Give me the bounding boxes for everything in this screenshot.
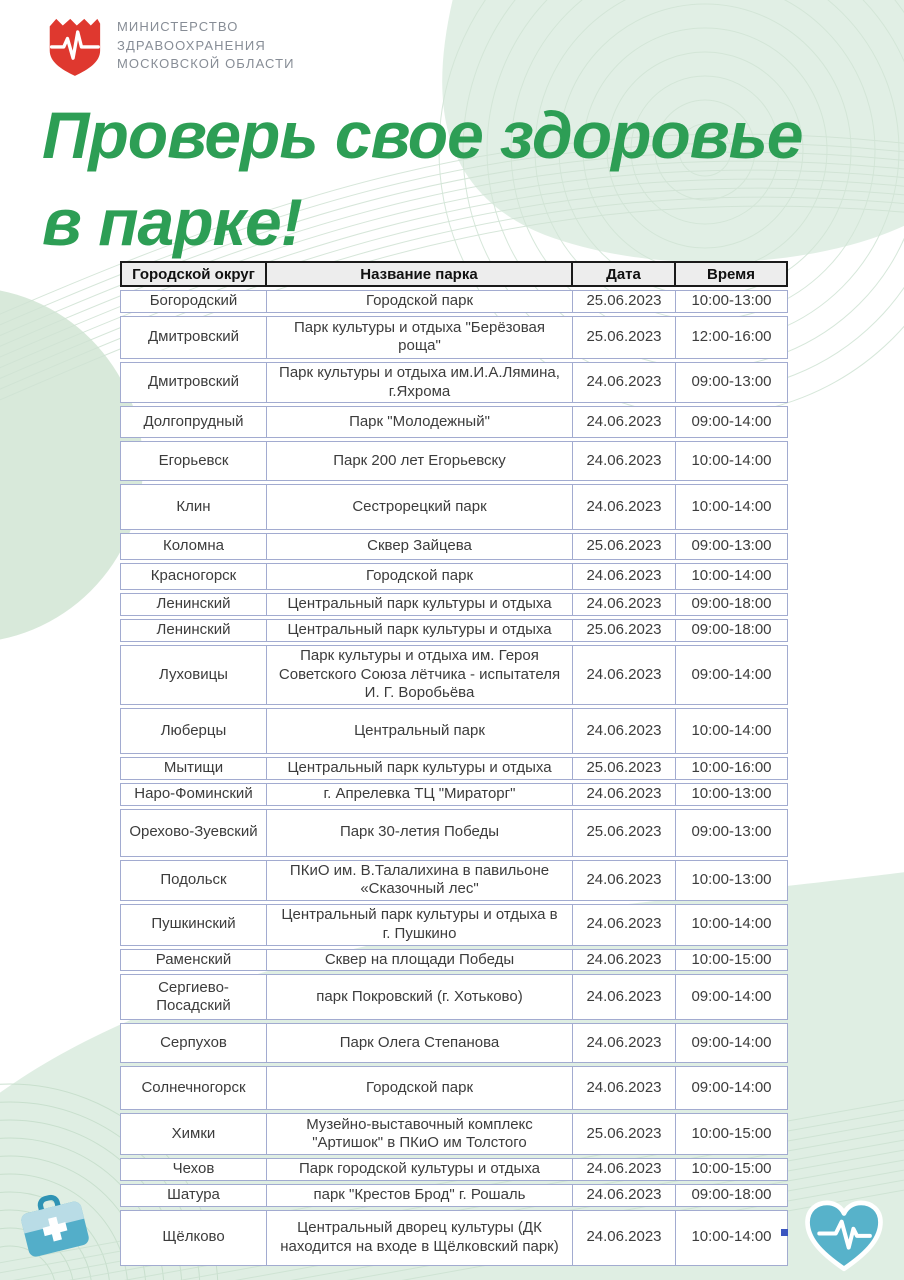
ministry-name-line1: МИНИСТЕРСТВО (117, 18, 239, 34)
date-cell: 24.06.2023 (573, 484, 676, 530)
table-row (120, 974, 788, 1020)
table-row (120, 1113, 788, 1155)
district-cell: Ленинский (120, 619, 267, 642)
table-header-row (120, 261, 788, 287)
time-cell: 09:00-13:00 (676, 362, 788, 404)
time-cell: 10:00-14:00 (676, 904, 788, 946)
park-name-cell: парк Покровский (г. Хотьково) (267, 974, 573, 1020)
date-cell: 24.06.2023 (573, 563, 676, 590)
time-cell: 10:00-15:00 (676, 949, 788, 972)
table-row (120, 949, 788, 972)
table-row (120, 619, 788, 642)
district-cell: Коломна (120, 533, 267, 560)
park-name-cell: Парк городской культуры и отдыха (267, 1158, 573, 1181)
date-cell: 24.06.2023 (573, 1158, 676, 1181)
ministry-logo-block (46, 15, 295, 77)
park-name-cell: Городской парк (267, 1066, 573, 1110)
district-cell: Красногорск (120, 563, 267, 590)
time-cell: 09:00-18:00 (676, 1184, 788, 1207)
park-name-cell: Центральный парк культуры и отдыха в г. Пушкино (267, 904, 573, 946)
district-cell: Солнечногорск (120, 1066, 267, 1110)
park-name-cell: Парк культуры и отдыха "Берёзовая роща" (267, 316, 573, 359)
time-cell: 09:00-14:00 (676, 1023, 788, 1063)
time-cell: 09:00-14:00 (676, 1066, 788, 1110)
park-name-cell: Центральный дворец культуры (ДК находится на входе в Щёлковский парк) (267, 1210, 573, 1266)
district-cell: Щёлково (120, 1210, 267, 1266)
shield-pulse-logo-icon (46, 15, 102, 77)
time-cell: 09:00-13:00 (676, 809, 788, 857)
date-cell: 24.06.2023 (573, 860, 676, 902)
time-cell: 10:00-14:00 (676, 484, 788, 530)
park-name-cell: Парк культуры и отдыха им. Героя Советского Союза лётчика - испытателя И. Г. Воробьёва (267, 645, 573, 705)
time-cell: 10:00-14:00 (676, 563, 788, 590)
heart-pulse-icon (804, 1200, 884, 1274)
table-row (120, 809, 788, 857)
table-row (120, 362, 788, 404)
time-cell: 09:00-13:00 (676, 533, 788, 560)
date-cell: 24.06.2023 (573, 1066, 676, 1110)
date-cell: 25.06.2023 (573, 1113, 676, 1155)
table-row (120, 316, 788, 359)
district-cell: Серпухов (120, 1023, 267, 1063)
date-cell: 24.06.2023 (573, 593, 676, 616)
table-row (120, 1158, 788, 1181)
park-name-cell: Центральный парк культуры и отдыха (267, 593, 573, 616)
date-cell: 24.06.2023 (573, 645, 676, 705)
date-cell: 24.06.2023 (573, 904, 676, 946)
time-cell: 10:00-13:00 (676, 860, 788, 902)
district-cell: Клин (120, 484, 267, 530)
time-cell: 09:00-18:00 (676, 593, 788, 616)
date-cell: 24.06.2023 (573, 783, 676, 806)
header-time: Время (676, 261, 788, 287)
time-cell: 12:00-16:00 (676, 316, 788, 359)
park-name-cell: Центральный парк (267, 708, 573, 754)
park-name-cell: Парк 30-летия Победы (267, 809, 573, 857)
table-row (120, 1066, 788, 1110)
district-cell: Долгопрудный (120, 406, 267, 438)
time-cell: 10:00-14:00 (676, 1210, 788, 1266)
district-cell: Богородский (120, 290, 267, 313)
district-cell: Мытищи (120, 757, 267, 780)
district-cell: Наро-Фоминский (120, 783, 267, 806)
district-cell: Чехов (120, 1158, 267, 1181)
date-cell: 24.06.2023 (573, 1210, 676, 1266)
park-name-cell: Центральный парк культуры и отдыха (267, 619, 573, 642)
park-name-cell: Сестрорецкий парк (267, 484, 573, 530)
district-cell: Люберцы (120, 708, 267, 754)
time-cell: 09:00-14:00 (676, 406, 788, 438)
date-cell: 25.06.2023 (573, 533, 676, 560)
date-cell: 24.06.2023 (573, 1023, 676, 1063)
district-cell: Луховицы (120, 645, 267, 705)
date-cell: 25.06.2023 (573, 290, 676, 313)
park-name-cell: Музейно-выставочный комплекс "Артишок" в ПКиО им Толстого (267, 1113, 573, 1155)
table-row (120, 563, 788, 590)
table-row (120, 708, 788, 754)
page-title-line1: Проверь свое здоровье (42, 98, 803, 172)
time-cell: 10:00-13:00 (676, 783, 788, 806)
date-cell: 24.06.2023 (573, 1184, 676, 1207)
time-cell: 10:00-14:00 (676, 708, 788, 754)
date-cell: 24.06.2023 (573, 406, 676, 438)
ministry-name (117, 18, 295, 75)
park-name-cell: Сквер Зайцева (267, 533, 573, 560)
table-row (120, 860, 788, 902)
district-cell: Егорьевск (120, 441, 267, 481)
park-name-cell: Центральный парк культуры и отдыха (267, 757, 573, 780)
date-cell: 25.06.2023 (573, 757, 676, 780)
park-name-cell: Парк Олега Степанова (267, 1023, 573, 1063)
table-row (120, 783, 788, 806)
district-cell: Дмитровский (120, 362, 267, 404)
table-row (120, 1210, 788, 1266)
time-cell: 10:00-15:00 (676, 1113, 788, 1155)
park-name-cell: ПКиО им. В.Талалихина в павильоне «Сказочный лес" (267, 860, 573, 902)
district-cell: Орехово-Зуевский (120, 809, 267, 857)
header-date: Дата (573, 261, 676, 287)
time-cell: 10:00-14:00 (676, 441, 788, 481)
table-row (120, 1184, 788, 1207)
table-row (120, 1023, 788, 1063)
table-row (120, 593, 788, 616)
district-cell: Шатура (120, 1184, 267, 1207)
park-name-cell: Парк 200 лет Егорьевску (267, 441, 573, 481)
table-row (120, 406, 788, 438)
date-cell: 25.06.2023 (573, 809, 676, 857)
district-cell: Ленинский (120, 593, 267, 616)
date-cell: 24.06.2023 (573, 362, 676, 404)
table-row (120, 484, 788, 530)
park-name-cell: г. Апрелевка ТЦ "Мираторг" (267, 783, 573, 806)
table-row (120, 441, 788, 481)
table-row (120, 290, 788, 313)
table-row (120, 904, 788, 946)
time-cell: 10:00-16:00 (676, 757, 788, 780)
date-cell: 24.06.2023 (573, 708, 676, 754)
district-cell: Раменский (120, 949, 267, 972)
table-selection-handle (781, 1229, 788, 1236)
ministry-name-line2: ЗДРАВООХРАНЕНИЯ (117, 37, 266, 53)
ministry-name-line3: МОСКОВСКОЙ ОБЛАСТИ (117, 56, 295, 72)
district-cell: Подольск (120, 860, 267, 902)
date-cell: 24.06.2023 (573, 441, 676, 481)
park-schedule-table (120, 258, 788, 1269)
time-cell: 10:00-13:00 (676, 290, 788, 313)
park-name-cell: Городской парк (267, 563, 573, 590)
table-row (120, 757, 788, 780)
time-cell: 09:00-18:00 (676, 619, 788, 642)
district-cell: Химки (120, 1113, 267, 1155)
park-table-body (120, 290, 788, 1266)
park-name-cell: Городской парк (267, 290, 573, 313)
district-cell: Сергиево-Посадский (120, 974, 267, 1020)
header-district: Городской округ (120, 261, 267, 287)
date-cell: 24.06.2023 (573, 974, 676, 1020)
time-cell: 09:00-14:00 (676, 974, 788, 1020)
table-row (120, 533, 788, 560)
date-cell: 25.06.2023 (573, 316, 676, 359)
date-cell: 25.06.2023 (573, 619, 676, 642)
park-name-cell: Парк культуры и отдыха им.И.А.Лямина, г.Яхрома (267, 362, 573, 404)
park-name-cell: парк "Крестов Брод" г. Рошаль (267, 1184, 573, 1207)
table-row (120, 645, 788, 705)
district-cell: Пушкинский (120, 904, 267, 946)
park-name-cell: Парк "Молодежный" (267, 406, 573, 438)
page-title (42, 92, 802, 266)
page-title-line2: в парке! (42, 185, 302, 260)
time-cell: 09:00-14:00 (676, 645, 788, 705)
time-cell: 10:00-15:00 (676, 1158, 788, 1181)
park-name-cell: Сквер на площади Победы (267, 949, 573, 972)
header-park: Название парка (267, 261, 573, 287)
district-cell: Дмитровский (120, 316, 267, 359)
date-cell: 24.06.2023 (573, 949, 676, 972)
first-aid-kit-icon (14, 1187, 95, 1264)
